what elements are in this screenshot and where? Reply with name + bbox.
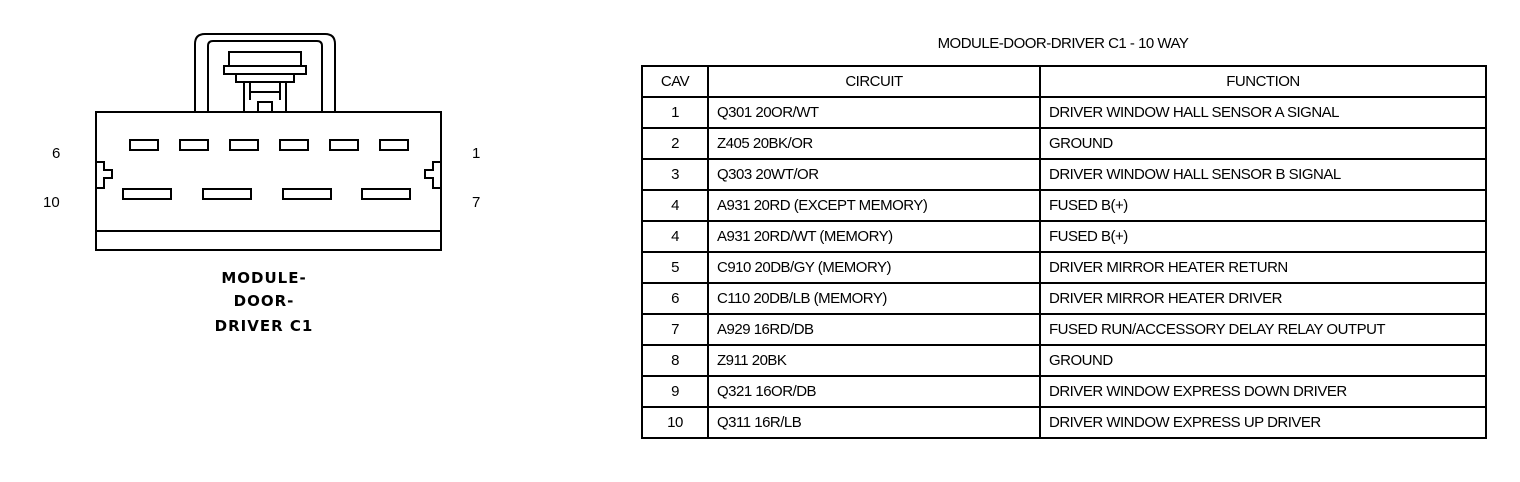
upper-cavity-row bbox=[130, 140, 408, 150]
cell-circuit: Q311 16R/LB bbox=[708, 407, 1040, 438]
cell-function: DRIVER WINDOW HALL SENSOR A SIGNAL bbox=[1040, 97, 1486, 128]
header-circuit: CIRCUIT bbox=[708, 66, 1040, 97]
table-row bbox=[642, 407, 1486, 438]
pin-label-10: 10 bbox=[43, 194, 60, 211]
pin-label-1: 1 bbox=[472, 145, 481, 162]
cell-cav: 1 bbox=[642, 97, 708, 128]
cell-circuit: Z911 20BK bbox=[708, 345, 1040, 376]
cell-cav: 4 bbox=[642, 190, 708, 221]
table-row bbox=[642, 97, 1486, 128]
lower-cavity-row bbox=[123, 189, 410, 199]
cell-circuit: A929 16RD/DB bbox=[708, 314, 1040, 345]
cell-function: DRIVER MIRROR HEATER DRIVER bbox=[1040, 283, 1486, 314]
cavity-1 bbox=[380, 140, 408, 150]
cell-function: FUSED RUN/ACCESSORY DELAY RELAY OUTPUT bbox=[1040, 314, 1486, 345]
table-row bbox=[642, 128, 1486, 159]
cell-function: DRIVER WINDOW HALL SENSOR B SIGNAL bbox=[1040, 159, 1486, 190]
pinout-table bbox=[641, 65, 1487, 439]
table-header-row bbox=[642, 66, 1486, 97]
cavity-8 bbox=[283, 189, 331, 199]
table-row bbox=[642, 159, 1486, 190]
pin-label-6: 6 bbox=[52, 145, 61, 162]
cell-circuit: Z405 20BK/OR bbox=[708, 128, 1040, 159]
cell-circuit: Q301 20OR/WT bbox=[708, 97, 1040, 128]
connector-body bbox=[96, 112, 441, 250]
cell-circuit: A931 20RD/WT (MEMORY) bbox=[708, 221, 1040, 252]
cell-function: FUSED B(+) bbox=[1040, 221, 1486, 252]
cavity-6 bbox=[130, 140, 158, 150]
table-row bbox=[642, 345, 1486, 376]
header-cav: CAV bbox=[642, 66, 708, 97]
cell-cav: 2 bbox=[642, 128, 708, 159]
connector-name-line-3: DRIVER C1 bbox=[214, 317, 314, 335]
cell-function: DRIVER WINDOW EXPRESS UP DRIVER bbox=[1040, 407, 1486, 438]
cell-function: DRIVER WINDOW EXPRESS DOWN DRIVER bbox=[1040, 376, 1486, 407]
connector-diagram bbox=[0, 0, 620, 482]
cell-function: GROUND bbox=[1040, 128, 1486, 159]
table-row bbox=[642, 376, 1486, 407]
table-row bbox=[642, 314, 1486, 345]
cavity-10 bbox=[123, 189, 171, 199]
cell-cav: 9 bbox=[642, 376, 708, 407]
table-row bbox=[642, 283, 1486, 314]
pin-label-7: 7 bbox=[472, 194, 481, 211]
connector-latch bbox=[195, 34, 335, 112]
cell-circuit: C110 20DB/LB (MEMORY) bbox=[708, 283, 1040, 314]
cell-cav: 7 bbox=[642, 314, 708, 345]
table-row bbox=[642, 252, 1486, 283]
connector-name-line-1: MODULE- bbox=[221, 269, 307, 287]
cell-circuit: A931 20RD (EXCEPT MEMORY) bbox=[708, 190, 1040, 221]
cell-cav: 5 bbox=[642, 252, 708, 283]
cell-cav: 6 bbox=[642, 283, 708, 314]
cell-circuit: Q321 16OR/DB bbox=[708, 376, 1040, 407]
cavity-4 bbox=[230, 140, 258, 150]
cavity-3 bbox=[280, 140, 308, 150]
cavity-7 bbox=[362, 189, 410, 199]
cavity-5 bbox=[180, 140, 208, 150]
table-row bbox=[642, 190, 1486, 221]
cell-circuit: C910 20DB/GY (MEMORY) bbox=[708, 252, 1040, 283]
cavity-9 bbox=[203, 189, 251, 199]
cavity-2 bbox=[330, 140, 358, 150]
cell-function: GROUND bbox=[1040, 345, 1486, 376]
cell-cav: 3 bbox=[642, 159, 708, 190]
cell-function: DRIVER MIRROR HEATER RETURN bbox=[1040, 252, 1486, 283]
cell-function: FUSED B(+) bbox=[1040, 190, 1486, 221]
table-row bbox=[642, 221, 1486, 252]
cell-cav: 4 bbox=[642, 221, 708, 252]
header-function: FUNCTION bbox=[1040, 66, 1486, 97]
cell-circuit: Q303 20WT/OR bbox=[708, 159, 1040, 190]
cell-cav: 10 bbox=[642, 407, 708, 438]
connector-name-line-2: DOOR- bbox=[233, 292, 295, 310]
cell-cav: 8 bbox=[642, 345, 708, 376]
table-title: MODULE-DOOR-DRIVER C1 - 10 WAY bbox=[937, 35, 1189, 52]
